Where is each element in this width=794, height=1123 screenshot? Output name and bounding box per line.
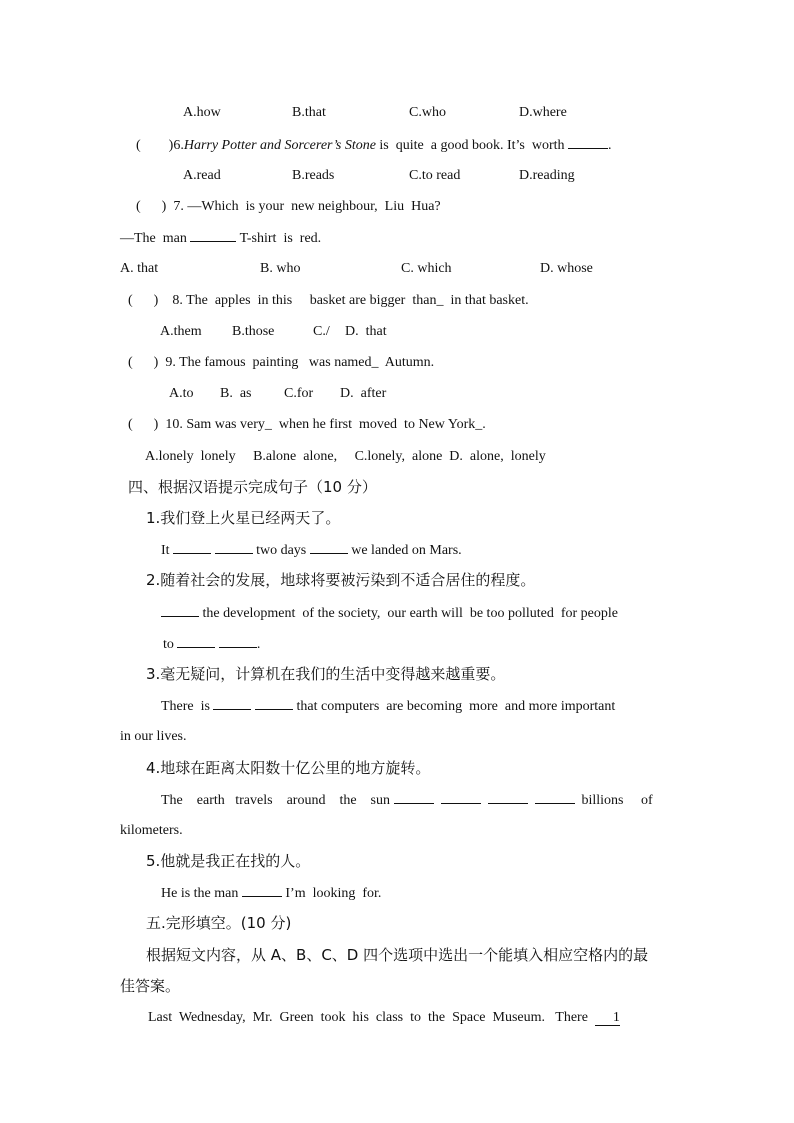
s4-item5-chinese: 5.他就是我正在找的人。: [146, 852, 311, 870]
s4-item3-english-line2: in our lives.: [120, 729, 187, 744]
q5-option-c: C.who: [409, 105, 446, 120]
q7-option-a: A. that: [120, 261, 159, 276]
answer-blank[interactable]: [441, 791, 481, 804]
s4-item3-english-line1: There is that computers are becoming more and more important: [161, 699, 616, 714]
q9-option-a: A.to: [169, 386, 194, 401]
s4-item4-english-line1: The earth travels around the sun billions of: [161, 793, 653, 808]
q6-option-b: B.reads: [292, 168, 335, 183]
q6-option-c: C.to read: [409, 168, 461, 183]
answer-blank[interactable]: [310, 541, 348, 554]
q9-option-b: B. as: [220, 386, 252, 401]
answer-blank[interactable]: [215, 541, 253, 554]
book-title: Harry Potter and Sorcerer’s Stone: [183, 138, 376, 153]
s4-item4-english-line2: kilometers.: [120, 823, 183, 838]
answer-blank[interactable]: [219, 635, 257, 648]
passage-first-line: Last Wednesday, Mr. Green took his class to the Space Museum. There 1: [148, 1010, 620, 1025]
section5-instruction-line1: 根据短文内容，从 A、B、C、D 四个选项中选出一个能填入相应空格内的最: [146, 946, 649, 964]
answer-blank[interactable]: [255, 697, 293, 710]
q5-option-a: A.how: [183, 105, 221, 120]
s4-item1-english: It two days we landed on Mars.: [161, 543, 462, 558]
section5-heading: 五.完形填空。(10 分): [146, 914, 292, 932]
answer-blank[interactable]: [190, 229, 236, 242]
answer-blank[interactable]: [394, 791, 434, 804]
answer-blank[interactable]: [177, 635, 215, 648]
q5-option-b: B.that: [292, 105, 326, 120]
answer-blank[interactable]: [242, 884, 282, 897]
q8-stem: ( ) 8. The apples in this basket are bigger than_ in that basket.: [128, 293, 529, 308]
answer-blank[interactable]: [568, 136, 608, 149]
section4-heading: 四、根据汉语提示完成句子（10 分）: [128, 478, 377, 496]
q6-stem: ( )6.Harry Potter and Sorcerer’s Stone is quite a good book. It’s worth .: [136, 138, 612, 153]
answer-blank[interactable]: [535, 791, 575, 804]
q10-options: A.lonely lonely B.alone alone, C.lonely, alone D. alone, lonely: [145, 449, 546, 464]
q8-option-b: B.those: [232, 324, 275, 339]
q10-stem: ( ) 10. Sam was very_ when he first moved to New York_.: [128, 417, 486, 432]
q8-option-a: A.them: [160, 324, 202, 339]
q5-option-d: D.where: [519, 105, 567, 120]
q9-stem: ( ) 9. The famous painting was named_ Autumn.: [128, 355, 435, 370]
section5-instruction-line2: 佳答案。: [120, 977, 181, 995]
q9-option-c: C.for: [284, 386, 314, 401]
q7-option-c: C. which: [401, 261, 452, 276]
s4-item1-chinese: 1.我们登上火星已经两天了。: [146, 509, 341, 527]
s4-item4-chinese: 4.地球在距离太阳数十亿公里的地方旋转。: [146, 759, 431, 777]
s4-item2-english-line1: the development of the society, our earth will be too polluted for people: [161, 604, 618, 623]
q7-stem: ( ) 7. —Which is your new neighbour, Liu Hua?: [136, 199, 441, 214]
q7-option-b: B. who: [260, 261, 301, 276]
q8-option-d: D. that: [345, 324, 387, 339]
answer-blank[interactable]: [161, 604, 199, 617]
q8-option-c: C./: [313, 324, 330, 339]
s4-item3-chinese: 3.毫无疑问，计算机在我们的生活中变得越来越重要。: [146, 665, 506, 683]
passage-blank-1[interactable]: 1: [595, 1011, 620, 1026]
answer-blank[interactable]: [213, 697, 251, 710]
q7-reply: —The man T-shirt is red.: [120, 231, 322, 246]
q6-option-a: A.read: [183, 168, 221, 183]
answer-blank[interactable]: [173, 541, 211, 554]
s4-item5-english: He is the man I’m looking for.: [161, 886, 382, 901]
q6-option-d: D.reading: [519, 168, 575, 183]
s4-item2-english-line2: to .: [163, 637, 261, 652]
s4-item2-chinese: 2.随着社会的发展，地球将要被污染到不适合居住的程度。: [146, 571, 536, 589]
answer-blank[interactable]: [488, 791, 528, 804]
q9-option-d: D. after: [340, 386, 387, 401]
q7-option-d: D. whose: [540, 261, 593, 276]
